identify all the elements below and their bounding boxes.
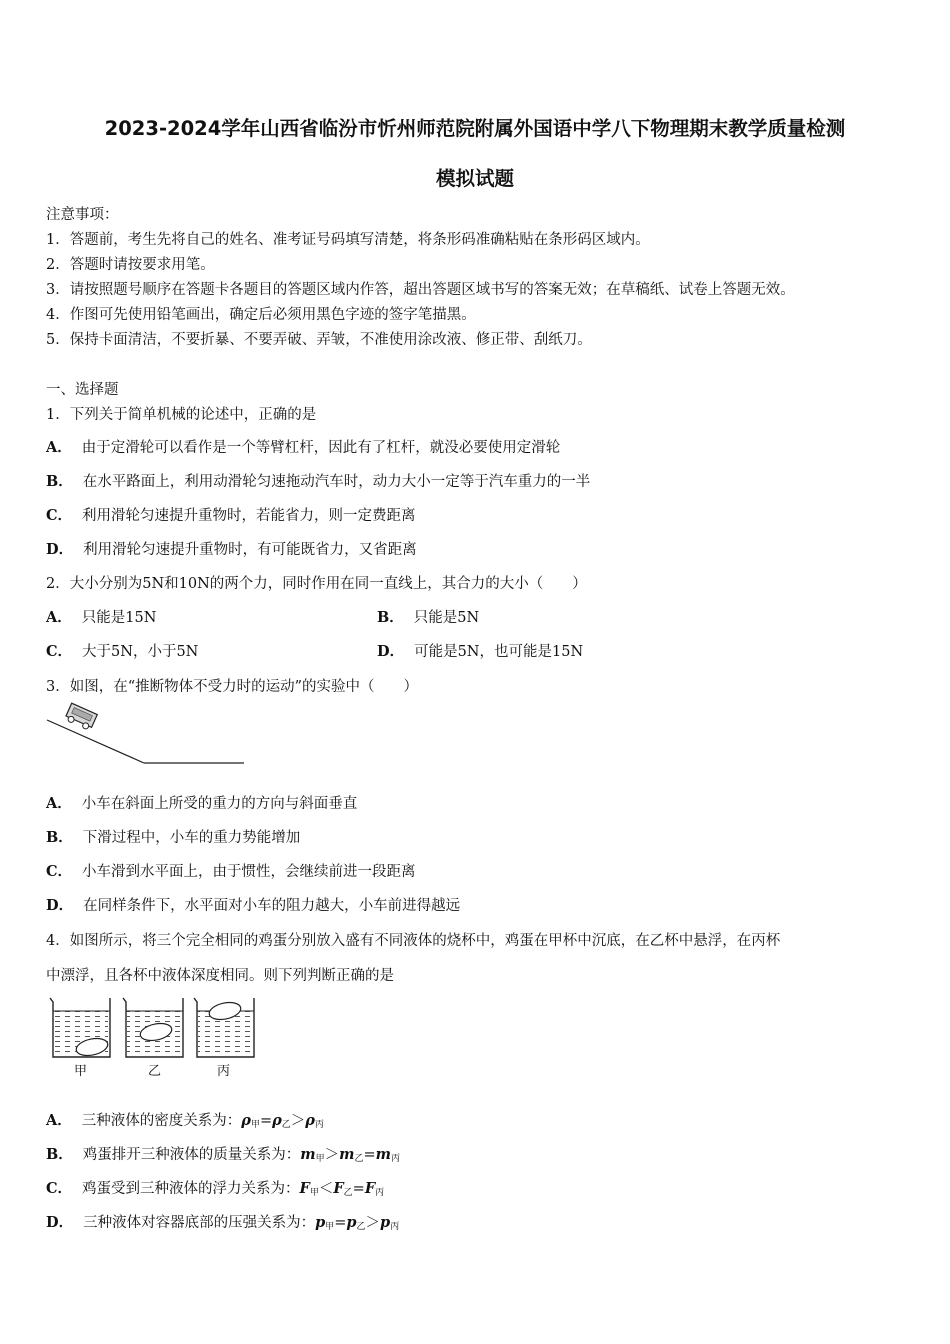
option-text: 鸡蛋受到三种液体的浮力关系为： <box>82 1181 300 1197</box>
option-text: 只能是5N <box>413 610 480 626</box>
q1-option-c <box>46 504 416 525</box>
beaker-yi <box>123 998 183 1057</box>
subscript: 甲 <box>325 1222 335 1232</box>
relation: = <box>352 1181 365 1197</box>
relation: = <box>259 1113 273 1129</box>
cart-icon <box>64 703 97 731</box>
option-text: 在同样条件下，水平面对小车的阻力越大，小车前进得越远 <box>83 898 461 914</box>
subscript: 丙 <box>314 1120 324 1130</box>
variable: m <box>375 1146 391 1163</box>
variable: ρ <box>272 1112 282 1129</box>
option-label: B． <box>377 609 404 626</box>
notice-item: 2．答题时请按要求用笔。 <box>46 257 215 273</box>
q1-option-a <box>46 436 560 457</box>
option-text: 小车在斜面上所受的重力的方向与斜面垂直 <box>81 796 358 812</box>
incline-surface <box>47 720 144 763</box>
section-heading: 一、选择题 <box>46 382 119 398</box>
option-text: 下滑过程中，小车的重力势能增加 <box>82 830 301 846</box>
question-2-stem: 2．大小分别为5N和10N的两个力，同时作用在同一直线上，其合力的大小（ ） <box>46 576 587 592</box>
notice-item: 5．保持卡面清洁，不要折暴、不要弄破、弄皱，不准使用涂改液、修正带、刮纸刀。 <box>46 332 592 348</box>
option-text: 大于5N，小于5N <box>82 644 199 660</box>
subscript: 甲 <box>309 1188 319 1198</box>
q4-option-b <box>46 1143 400 1164</box>
incline-cart-figure <box>44 700 248 772</box>
notice-item: 4．作图可先使用铅笔画出，确定后必须用黑色字迹的签字笔描黑。 <box>46 307 476 323</box>
subscript: 乙 <box>356 1222 366 1232</box>
relation: ＞ <box>365 1215 381 1231</box>
option-label: A． <box>46 609 72 626</box>
option-label: D． <box>46 1214 74 1231</box>
notice-item: 3．请按照题号顺序在答题卡各题目的答题区域内作答，超出答题区域书写的答案无效；在草稿纸、试卷上答题无效。 <box>46 282 795 298</box>
relation: = <box>363 1147 376 1163</box>
beaker-bing <box>194 998 254 1057</box>
beaker-jia <box>50 998 110 1058</box>
subscript: 乙 <box>281 1120 291 1130</box>
subscript: 丙 <box>390 1222 400 1232</box>
notice-heading: 注意事项： <box>46 207 119 223</box>
beakers-drawing <box>44 994 260 1060</box>
option-label: D． <box>46 541 74 558</box>
subscript: 丙 <box>375 1188 385 1198</box>
subscript: 乙 <box>354 1154 364 1164</box>
page-title: 2023-2024学年山西省临汾市忻州师范院附属外国语中学八下物理期末教学质量检测 <box>104 117 846 140</box>
variable: F <box>364 1180 376 1197</box>
option-text: 可能是5N，也可能是15N <box>414 644 584 660</box>
q4-option-a <box>46 1109 324 1130</box>
page-title-continued: 模拟试题 <box>435 167 514 190</box>
variable: m <box>339 1146 355 1163</box>
subscript: 甲 <box>315 1154 325 1164</box>
variable: F <box>333 1180 344 1197</box>
option-label: C． <box>46 507 73 524</box>
option-label: B． <box>46 1146 73 1163</box>
variable: p <box>380 1214 391 1231</box>
option-text: 利用滑轮匀速提升重物时，有可能既省力，又省距离 <box>83 542 417 558</box>
q2-option-d <box>377 640 583 661</box>
q2-option-c <box>46 640 198 661</box>
option-text: 在水平路面上，利用动滑轮匀速拖动汽车时，动力大小一定等于汽车重力的一半 <box>82 474 591 490</box>
option-label: B． <box>46 829 73 846</box>
q2-option-b <box>377 606 479 627</box>
q3-option-a <box>46 792 357 813</box>
variable: m <box>300 1146 316 1163</box>
option-text: 三种液体的密度关系为： <box>81 1113 242 1129</box>
option-label: C． <box>46 863 73 880</box>
relation: ＞ <box>324 1147 340 1163</box>
subscript: 丙 <box>390 1154 400 1164</box>
option-label: A． <box>46 439 72 456</box>
variable: ρ <box>241 1112 251 1129</box>
option-label: A． <box>46 1112 72 1129</box>
option-text: 只能是15N <box>81 610 157 626</box>
beaker-label-yi: 乙 <box>148 1064 162 1079</box>
variable: F <box>299 1180 310 1197</box>
variable: ρ <box>305 1112 315 1129</box>
option-label: D． <box>46 897 74 914</box>
option-label: C． <box>46 643 73 660</box>
q3-option-b <box>46 826 300 847</box>
q1-option-b <box>46 470 590 491</box>
variable: p <box>346 1214 357 1231</box>
relation: = <box>334 1215 347 1231</box>
option-text: 由于定滑轮可以看作是一个等臂杠杆，因此有了杠杆，就没必要使用定滑轮 <box>81 440 561 456</box>
option-label: A． <box>46 795 72 812</box>
option-text: 小车滑到水平面上，由于惯性，会继续前进一段距离 <box>82 864 416 880</box>
question-4-stem-continued: 中漂浮，且各杯中液体深度相同。则下列判断正确的是 <box>46 968 394 984</box>
beaker-label-bing: 丙 <box>217 1064 231 1079</box>
notice-item: 1．答题前，考生先将自己的姓名、准考证号码填写清楚，将条形码准确粘贴在条形码区域内。 <box>46 232 650 248</box>
subscript: 乙 <box>343 1188 353 1198</box>
beaker-label-jia: 甲 <box>74 1064 88 1079</box>
option-text: 鸡蛋排开三种液体的质量关系为： <box>82 1147 301 1163</box>
relation: ＞ <box>290 1113 306 1129</box>
q3-option-d <box>46 894 460 915</box>
relation: ＜ <box>318 1181 334 1197</box>
option-text: 三种液体对容器底部的压强关系为： <box>83 1215 316 1231</box>
option-label: D． <box>377 643 405 660</box>
beakers-figure <box>44 994 260 1080</box>
q3-option-c <box>46 860 416 881</box>
option-label: C． <box>46 1180 73 1197</box>
question-1-stem: 1．下列关于简单机械的论述中，正确的是 <box>46 407 317 423</box>
question-3-stem: 3．如图，在“推断物体不受力时的运动”的实验中（ ） <box>46 679 419 695</box>
subscript: 甲 <box>250 1120 260 1130</box>
question-4-stem: 4．如图所示，将三个完全相同的鸡蛋分别放入盛有不同液体的烧杯中，鸡蛋在甲杯中沉底，在乙杯中悬浮，在丙杯 <box>46 933 781 949</box>
q1-option-d <box>46 538 417 559</box>
q4-option-c <box>46 1177 384 1198</box>
q4-option-d <box>46 1211 399 1232</box>
option-text: 利用滑轮匀速提升重物时，若能省力，则一定费距离 <box>82 508 416 524</box>
variable: p <box>315 1214 326 1231</box>
option-label: B． <box>46 473 73 490</box>
q2-option-a <box>46 606 156 627</box>
